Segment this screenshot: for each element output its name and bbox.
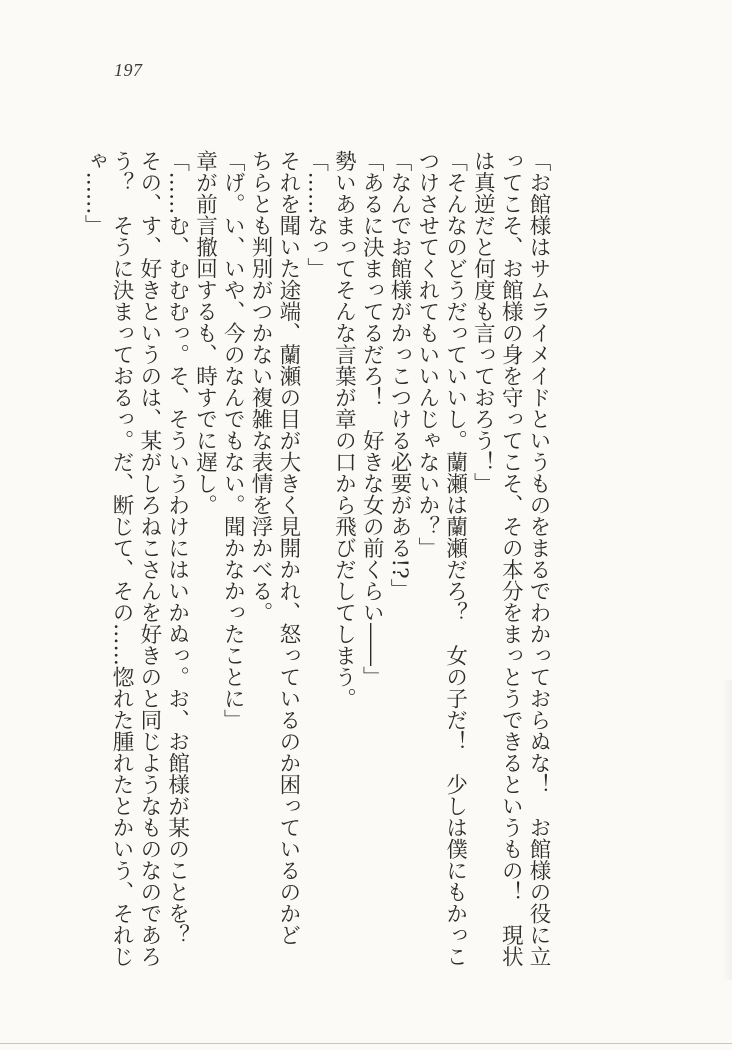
bottom-edge-line — [0, 1043, 732, 1044]
text-line: ゃ……」 — [81, 150, 107, 236]
text-line: 「げ。い、いや、今のなんでもない。聞かなかったことに」 — [220, 150, 246, 731]
page-edge-shadow — [722, 680, 732, 980]
text-line: その、す、好きというのは、某がしろねこさんを好きのと同じようなものなのであろ — [136, 150, 162, 967]
text-line: 章が前言撤回するも、時すでに遅し。 — [192, 150, 218, 516]
text-line: 「……む、むむむっ。そ、そういうわけにはいかぬっ。お、お館様が某のことを？ — [164, 150, 190, 946]
text-line: つけさせてくれてもいいんじゃないか？」 — [414, 150, 440, 559]
text-line: 「……なっ」 — [303, 150, 329, 279]
text-line: 勢いあまってそんな言葉が章の口から飛びだしてしまう。 — [331, 150, 357, 709]
text-line: 「そんなのどうだっていいし。蘭瀬は蘭瀬だろ？ 女の子だ！ 少しは僕にもかっこ — [442, 150, 468, 967]
text-line: ってこそ、お館様の身を守ってこそ、その本分をまっとうできるというもの！ 現状 — [498, 150, 524, 967]
text-line: 「あるに決まってるだろ！ 好きな女の前くらい――」 — [359, 150, 385, 688]
text-line: う？ そうに決まっておるっ。だ、断じて、その……惚れた腫れたとかいう、それじ — [109, 150, 135, 967]
page-number: 197 — [114, 60, 143, 80]
text-line: 「なんでお館様がかっこつける必要がある!?」 — [387, 150, 413, 601]
text-line: ちらとも判別がつかない複雑な表情を浮かべる。 — [248, 150, 274, 623]
vertical-text-body — [81, 150, 552, 980]
text-line: それを聞いた途端、蘭瀬の目が大きく見開かれ、怒っているのか困っているのかど — [275, 150, 301, 946]
text-line: 「お館様はサムライメイドというものをまるでわかっておらぬな！ お館様の役に立 — [526, 150, 551, 967]
text-line: は真逆だと何度も言っておろう！」 — [470, 150, 496, 494]
